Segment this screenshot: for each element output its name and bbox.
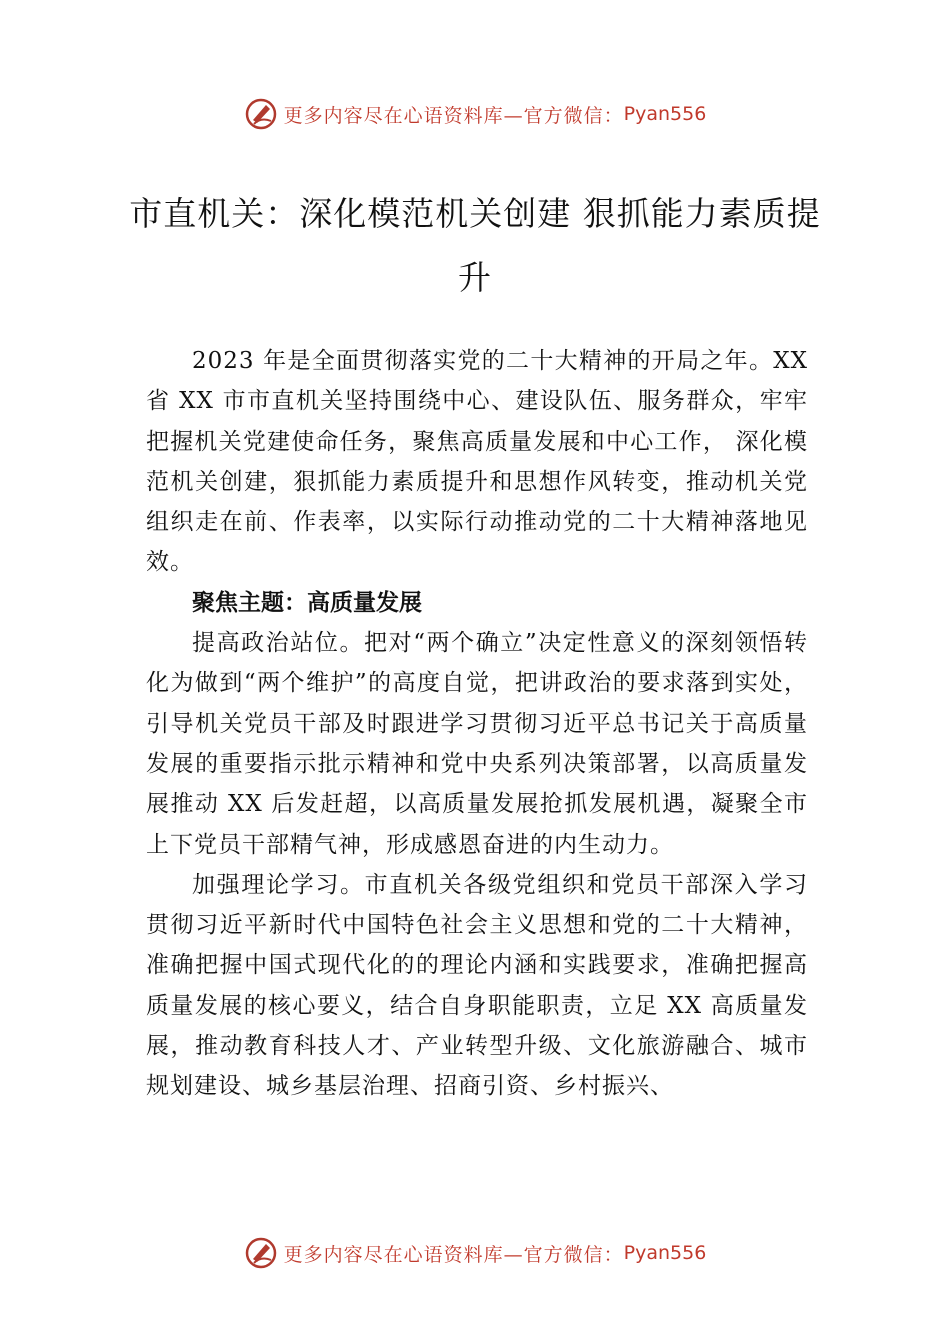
- watermark-text: 更多内容尽在心语资料库—官方微信：: [283, 104, 624, 127]
- logo-icon: [244, 97, 278, 131]
- logo-icon: [244, 1236, 278, 1270]
- document-title: 市直机关：深化模范机关创建 狠抓能力素质提升: [129, 194, 821, 297]
- watermark-text: 更多内容尽在心语资料库—官方微信：: [283, 1243, 624, 1266]
- section-heading: 聚焦主题：高质量发展: [192, 589, 422, 616]
- section-paragraph-1: 提高政治站位。把对“两个确立”决定性意义的深刻领悟转化为做到“两个维护”的高度自觉，把讲政治的要求落到实处，引导机关党员干部及时跟进学习贯彻习近平总书记关于高质量发展的重要指示批示精神和党中央系列决策部署，以高质量发展推动 XX 后发赶超，以高质量发展抢抓发展机遇，凝聚全市上下党员干部精气神，形成感恩奋进的内生动力。: [146, 630, 808, 858]
- watermark-banner-bottom: [0, 1233, 950, 1273]
- wechat-id: Pyan556: [623, 1242, 707, 1264]
- intro-paragraph: 2023 年是全面贯彻落实党的二十大精神的开局之年。XX 省 XX 市市直机关坚持围绕中心、建设队伍、服务群众，牢牢把握机关党建使命任务，聚焦高质量发展和中心工作， 深化模范机关创建，狠抓能力素质提升和思想作风转变，推动机关党组织走在前、作表率，以实际行动推动党的二十大精神落地见效。: [146, 348, 808, 576]
- wechat-id: Pyan556: [623, 103, 707, 125]
- section-paragraph-2: 加强理论学习。市直机关各级党组织和党员干部深入学习贯彻习近平新时代中国特色社会主义思想和党的二十大精神，准确把握中国式现代化的的理论内涵和实践要求，准确把握高质量发展的核心要义，结合自身职能职责，立足 XX 高质量发展，推动教育科技人才、产业转型升级、文化旅游融合、城市规划建设、城乡基层治理、招商引资、乡村振兴、: [146, 871, 808, 1100]
- document-body: [146, 341, 808, 1107]
- watermark-banner-top: [0, 94, 950, 134]
